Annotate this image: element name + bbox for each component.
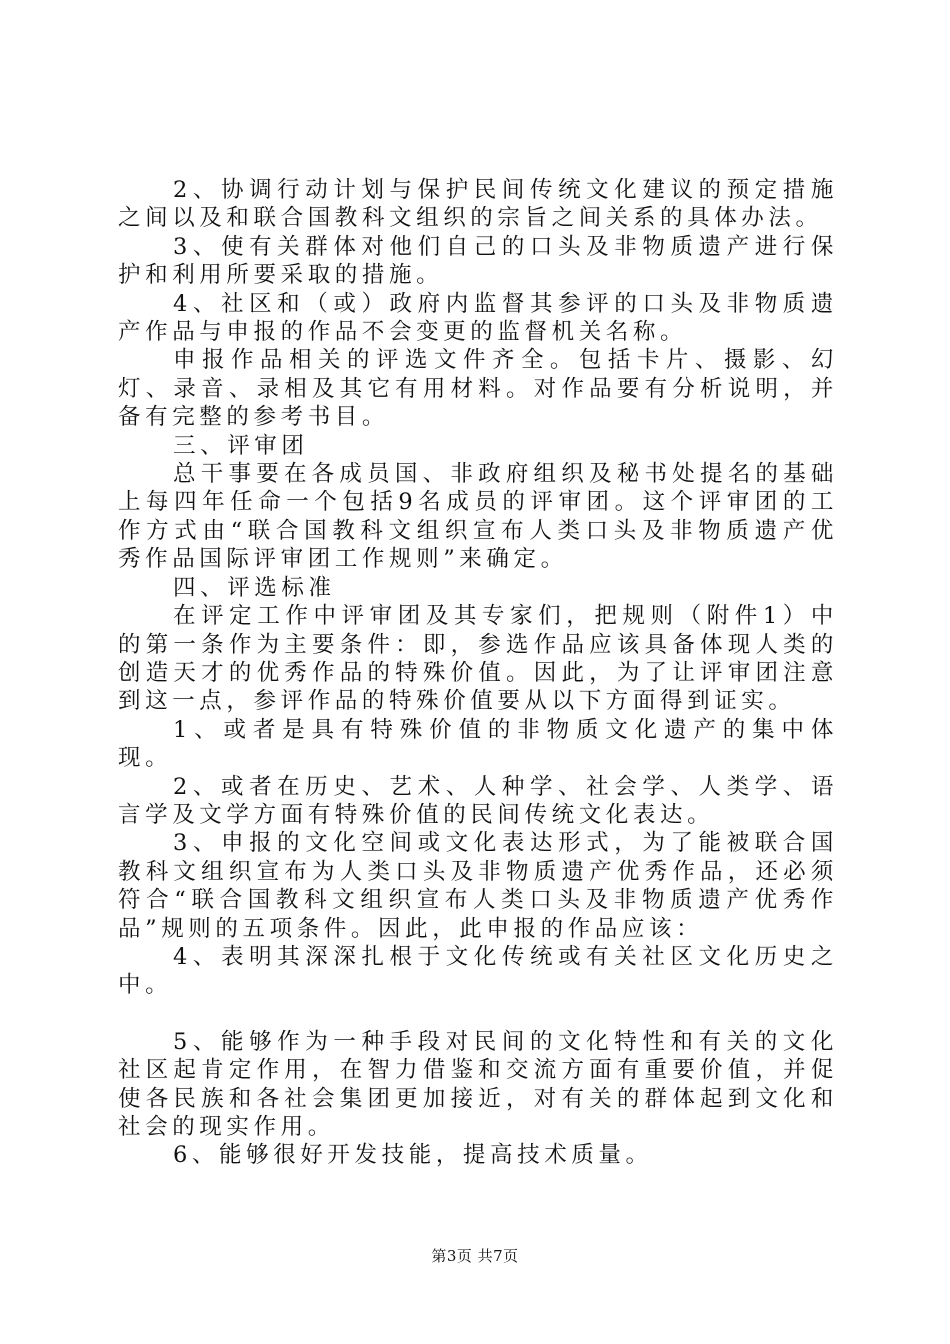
section-heading: 四、评选标准 <box>173 574 336 601</box>
paragraph: 总干事要在各成员国、非政府组织及秘书处提名的基础上每四年任命一个包括9名成员的评审团。这个评审团的工作方式由“联合国教科文组织宣布人类口头及非物质遗产优秀作品国际评审团工作规则”来确定。 <box>118 461 838 573</box>
paragraph: 4、表明其深深扎根于文化传统或有关社区文化历史之中。 <box>118 943 838 999</box>
paragraph: 4、社区和（或）政府内监督其参评的口头及非物质遗产作品与申报的作品不会变更的监督机关名称。 <box>118 290 838 346</box>
paragraph: 2、或者在历史、艺术、人种学、社会学、人类学、语言学及文学方面有特殊价值的民间传统文化表达。 <box>118 773 838 828</box>
page-number-footer: 第3页 共7页 <box>431 1247 519 1265</box>
paragraph: 3、申报的文化空间或文化表达形式，为了能被联合国教科文组织宣布为人类口头及非物质遗产优秀作品，还必须符合“联合国教科文组织宣布人类口头及非物质遗产优秀作品”规则的五项条件。因此，此申报的作品应该： <box>118 830 838 942</box>
paragraph: 5、能够作为一种手段对民间的文化特性和有关的文化社区起肯定作用，在智力借鉴和交流方面有重要价值，并促使各民族和各社会集团更加接近，对有关的群体起到文化和社会的现实作用。 <box>118 1028 838 1140</box>
paragraph: 在评定工作中评审团及其专家们，把规则（附件1）中的第一条作为主要条件：即，参选作品应该具备体现人类的创造天才的优秀作品的特殊价值。因此，为了让评审团注意到这一点，参评作品的特殊价值要从以下方面得到证实。 <box>118 603 838 715</box>
paragraph: 申报作品相关的评选文件齐全。包括卡片、摄影、幻灯、录音、录相及其它有用材料。对作品要有分析说明，并备有完整的参考书目。 <box>118 347 838 431</box>
document-body <box>118 176 838 1170</box>
paragraph: 3、使有关群体对他们自己的口头及非物质遗产进行保护和利用所要采取的措施。 <box>118 233 838 289</box>
section-heading: 三、评审团 <box>173 432 309 459</box>
paragraph: 6、能够很好开发技能，提高技术质量。 <box>173 1142 653 1169</box>
paragraph: 2、协调行动计划与保护民间传统文化建议的预定措施之间以及和联合国教科文组织的宗旨之间关系的具体办法。 <box>118 177 838 232</box>
paragraph: 1、或者是具有特殊价值的非物质文化遗产的集中体现。 <box>118 716 838 772</box>
